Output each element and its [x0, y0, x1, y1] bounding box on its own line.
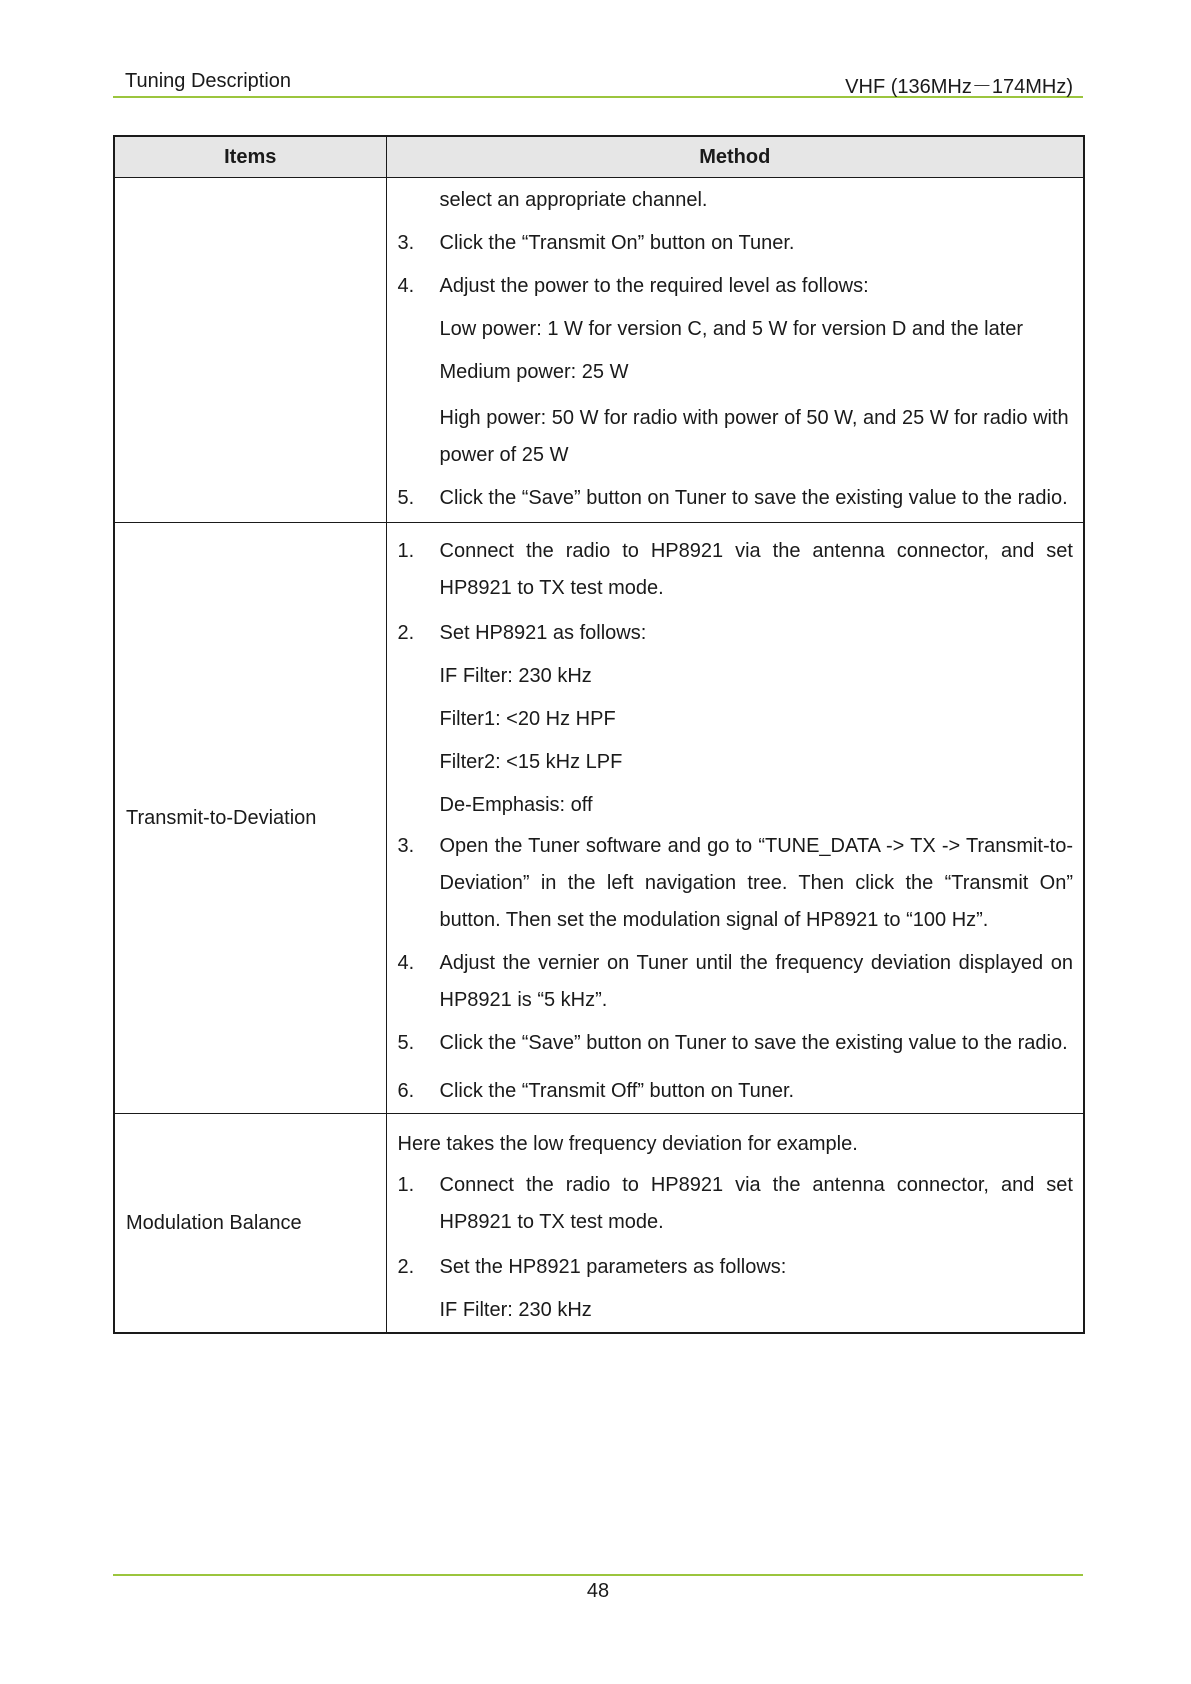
method-line: Medium power: 25 W — [439, 361, 629, 383]
method-line: select an appropriate channel. — [439, 189, 708, 211]
method-cell — [386, 523, 1084, 1114]
method-line: High power: 50 W for radio with power of 50 W, and 25 W for radio with power of 25 W — [439, 407, 1069, 466]
method-step: 1. Connect the radio to HP8921 via the antenna connector, and set HP8921 to TX test mode. — [397, 1174, 1073, 1233]
method-step: 5. Click the “Save” button on Tuner to save the existing value to the radio. — [397, 487, 1068, 509]
method-step: 1. Connect the radio to HP8921 via the antenna connector, and set HP8921 to TX test mode. — [397, 540, 1073, 599]
method-step: 4. Adjust the power to the required level as follows: — [397, 275, 869, 297]
method-line: IF Filter: 230 kHz — [439, 665, 592, 687]
method-line: IF Filter: 230 kHz — [439, 1299, 592, 1321]
header-band: VHF (136MHz－174MHz) — [845, 76, 1073, 98]
item-cell: Modulation Balance — [114, 1114, 386, 1334]
method-step: 5. Click the “Save” button on Tuner to save the existing value to the radio. — [397, 1032, 1068, 1054]
page-footer — [113, 1574, 1083, 1603]
method-step: 3. Open the Tuner software and go to “TUNE_DATA -> TX -> Transmit-to-Deviation” in the left navigation tree. Then click the “Transmit On” button. Then set the modulation signal of HP8921 to “100 Hz”. — [397, 835, 1073, 931]
header-title: Tuning Description — [125, 70, 292, 92]
method-step: 6. Click the “Transmit Off” button on Tuner. — [397, 1080, 795, 1102]
tuning-table — [113, 135, 1085, 1334]
page-number: 48 — [586, 1580, 610, 1602]
table-row — [114, 178, 1084, 523]
item-cell — [114, 178, 386, 523]
method-step: 3. Click the “Transmit On” button on Tuner. — [397, 232, 795, 254]
table-row — [114, 1114, 1084, 1334]
method-step: 2. Set the HP8921 parameters as follows: — [397, 1256, 787, 1278]
method-cell — [386, 178, 1084, 523]
method-line: Low power: 1 W for version C, and 5 W for version D and the later — [439, 318, 1024, 340]
table-row — [114, 523, 1084, 1114]
method-step: 2. Set HP8921 as follows: — [397, 622, 647, 644]
method-cell — [386, 1114, 1084, 1334]
method-line: Filter1: <20 Hz HPF — [439, 708, 616, 730]
table-header-row — [114, 136, 1084, 178]
column-header-method: Method — [386, 136, 1084, 178]
method-line: Filter2: <15 kHz LPF — [439, 751, 623, 773]
column-header-items: Items — [114, 136, 386, 178]
method-line: De-Emphasis: off — [439, 794, 593, 816]
method-step: 4. Adjust the vernier on Tuner until the frequency deviation displayed on HP8921 is “5 kHz”. — [397, 952, 1073, 1011]
page-header — [113, 66, 1083, 98]
method-intro: Here takes the low frequency deviation for example. — [397, 1133, 858, 1155]
item-cell: Transmit-to-Deviation — [114, 523, 386, 1114]
